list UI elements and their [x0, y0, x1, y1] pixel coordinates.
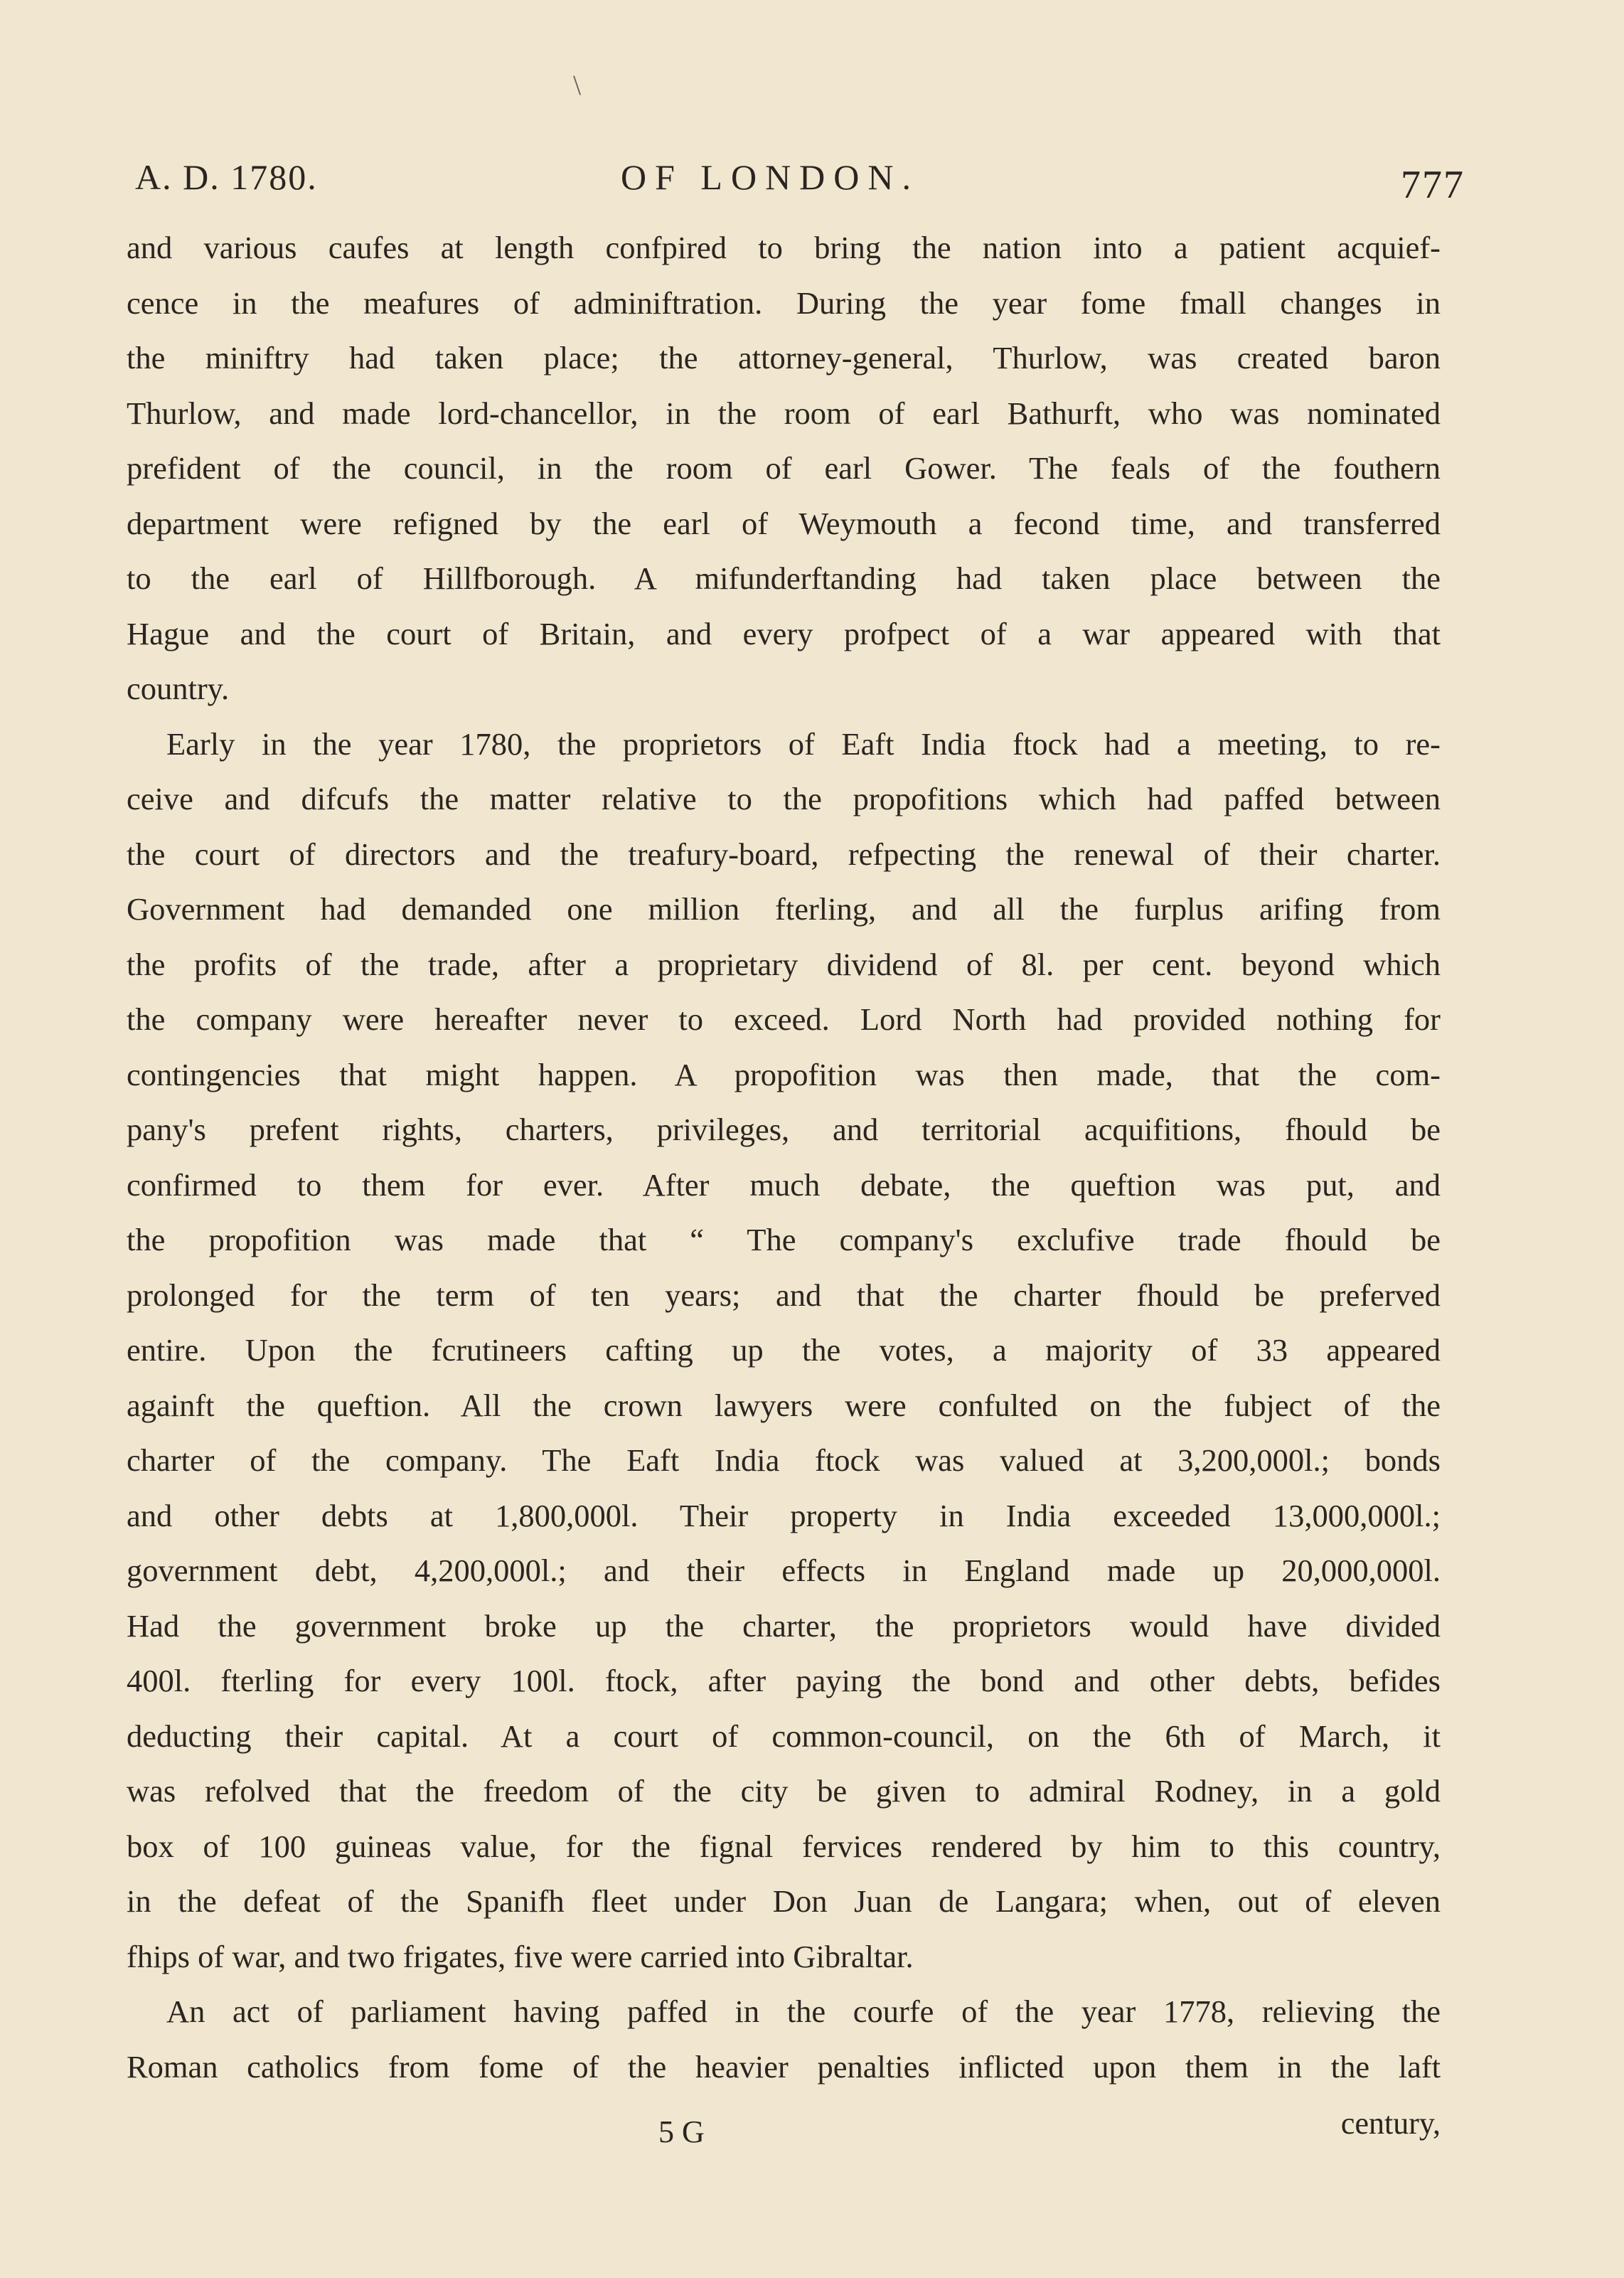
text-line: Government had demanded one million fterling, and all the furplus arifing from: [127, 891, 1441, 927]
header-year: A. D. 1780.: [135, 157, 318, 197]
text-line: prolonged for the term of ten years; and that the charter fhould be preferved: [127, 1277, 1441, 1313]
signature-mark: 5 G: [658, 2114, 705, 2149]
top-margin-mark: \: [573, 69, 582, 101]
paragraph: [127, 1984, 1441, 2095]
text-line: againft the queftion. All the crown lawyers were confulted on the fubject of the: [127, 1387, 1441, 1423]
body-text: [127, 220, 1441, 2095]
paragraph: [127, 717, 1441, 1985]
text-line: and various caufes at length confpired to bring the nation into a patient acquief-: [127, 230, 1441, 265]
text-line: Thurlow, and made lord-chancellor, in the room of earl Bathurft, who was nominated: [127, 395, 1441, 431]
text-line: confirmed to them for ever. After much debate, the queftion was put, and: [127, 1166, 1441, 1203]
text-line: government debt, 4,200,000l.; and their effects in England made up 20,000,000l.: [127, 1553, 1441, 1588]
text-line: cence in the meafures of adminiftration. During the year fome fmall changes in: [127, 284, 1441, 321]
text-line: the miniftry had taken place; the attorney-general, Thurlow, was created baron: [127, 340, 1441, 376]
text-line: charter of the company. The Eaft India ftock was valued at 3,200,000l.; bonds: [127, 1442, 1441, 1478]
text-line: 400l. fterling for every 100l. ftock, after paying the bond and other debts, befides: [127, 1663, 1441, 1698]
text-line: entire. Upon the fcrutineers cafting up the votes, a majority of 33 appeared: [127, 1332, 1441, 1368]
text-line: Early in the year 1780, the proprietors of Eaft India ftock had a meeting, to re-: [166, 725, 1441, 762]
text-line: was refolved that the freedom of the city be given to admiral Rodney, in a gold: [127, 1773, 1441, 1809]
text-line: prefident of the council, in the room of earl Gower. The feals of the fouthern: [127, 450, 1441, 486]
text-line: the profits of the trade, after a proprietary dividend of 8l. per cent. beyond which: [127, 946, 1441, 982]
text-line: the court of directors and the treafury-board, refpecting the renewal of their charter.: [127, 836, 1441, 872]
text-line: country.: [127, 671, 230, 706]
running-header: [135, 142, 1465, 207]
text-line: in the defeat of the Spanifh fleet under Don Juan de Langara; when, out of eleven: [127, 1883, 1441, 1919]
text-line: to the earl of Hillfborough. A mifunderftanding had taken place between the: [127, 560, 1441, 596]
text-line: the company were hereafter never to exceed. Lord North had provided nothing for: [127, 1001, 1441, 1037]
paragraph: [127, 220, 1441, 717]
text-line: Had the government broke up the charter, the proprietors would have divided: [127, 1607, 1441, 1644]
text-line: Hague and the court of Britain, and every profpect of a war appeared with that: [127, 615, 1441, 651]
text-line: contingencies that might happen. A propofition was then made, that the com-: [127, 1056, 1441, 1092]
header-title: OF LONDON.: [621, 157, 919, 197]
text-line: ceive and difcufs the matter relative to the propofitions which had paffed between: [127, 781, 1441, 816]
text-line: and other debts at 1,800,000l. Their property in India exceeded 13,000,000l.;: [127, 1497, 1441, 1533]
text-line: pany's prefent rights, charters, privileges, and territorial acquifitions, fhould be: [127, 1112, 1441, 1147]
text-line: department were refigned by the earl of Weymouth a fecond time, and transferred: [127, 505, 1441, 541]
text-line: fhips of war, and two frigates, five were carried into Gibraltar.: [127, 1938, 914, 1974]
catchword: century,: [1340, 2106, 1441, 2141]
text-line: box of 100 guineas value, for the fignal fervices rendered by him to this country,: [127, 1828, 1441, 1864]
text-line: An act of parliament having paffed in the courfe of the year 1778, relieving the: [166, 1994, 1441, 2029]
page-number: 777: [1401, 163, 1465, 207]
page-footer: [127, 2105, 1441, 2162]
text-line: the propofition was made that “ The company's exclufive trade fhould be: [127, 1222, 1441, 1257]
text-line: deducting their capital. At a court of common-council, on the 6th of March, it: [127, 1718, 1441, 1754]
text-line: Roman catholics from fome of the heavier penalties inflicted upon them in the laft: [127, 2048, 1441, 2085]
